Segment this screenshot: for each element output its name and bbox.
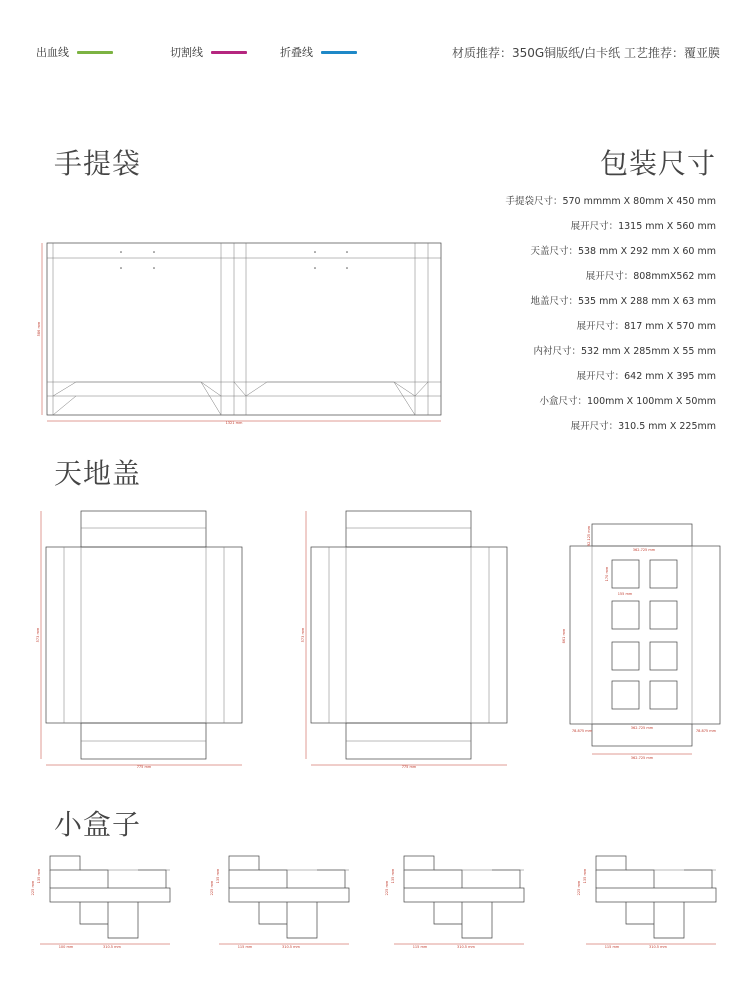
box4-height-label: 225 mm — [577, 880, 581, 896]
bleed-line-swatch — [77, 51, 113, 54]
box3-right-label: 310.5 mm — [457, 945, 475, 949]
small-box-title: 小盒子 — [54, 808, 142, 841]
box2-height2-label: 135 mm — [216, 868, 220, 884]
legend-cut-label: 切割线 — [170, 46, 203, 59]
dim-lid-size: 天盖尺寸：538 mm X 292 mm X 60 mm — [530, 246, 716, 257]
box2-right-label: 310.5 mm — [282, 945, 300, 949]
box2-height-label: 225 mm — [210, 880, 214, 896]
liner-top-label: 92.125 mm — [587, 525, 591, 547]
lid-height-label: 573 mm — [36, 627, 40, 643]
small-box-3 — [380, 850, 530, 950]
liner-bottom-label: 362.725 mm — [630, 756, 654, 760]
handbag-dieline — [34, 238, 444, 428]
liner-inner-width-label: 362.725 mm — [632, 548, 656, 552]
lid-base-title: 天地盖 — [54, 457, 142, 490]
legend-bleed — [36, 44, 113, 60]
box1-left-label: 100 mm — [58, 945, 74, 949]
dim-bag-size: 手提袋尺寸：570 mmmm X 80mm X 450 mm — [505, 196, 716, 207]
fold-line-swatch — [321, 51, 357, 54]
dim-bag-unfolded: 展开尺寸：1315 mm X 560 mm — [570, 221, 716, 232]
dim-lid-unfolded: 展开尺寸：808mmX562 mm — [585, 271, 716, 282]
handbag-title: 手提袋 — [54, 147, 142, 180]
dim-base-size: 地盖尺寸：535 mm X 288 mm X 63 mm — [530, 296, 716, 307]
lid-width-label: 775 mm — [136, 765, 152, 769]
legend-bleed-label: 出血线 — [36, 46, 69, 59]
box4-left-label: 115 mm — [604, 945, 620, 949]
bag-height-label: 586 mm — [37, 321, 41, 337]
box4-height2-label: 135 mm — [583, 868, 587, 884]
liner-side-left-label: 78.875 mm — [571, 729, 593, 733]
lid-dieline — [36, 505, 246, 775]
box3-height2-label: 135 mm — [391, 868, 395, 884]
base-dieline — [300, 505, 510, 775]
base-width-label: 775 mm — [401, 765, 417, 769]
dim-box-unfolded: 展开尺寸：310.5 mm X 225mm — [570, 421, 716, 432]
box1-right-label: 310.5 mm — [103, 945, 121, 949]
bag-width-label: 1321 mm — [225, 421, 243, 425]
material-process-note: 材质推荐：350G铜版纸/白卡纸 工艺推荐：覆亚膜 — [451, 46, 720, 60]
dim-box-size: 小盒尺寸：100mm X 100mm X 50mm — [539, 396, 716, 407]
dim-liner-unfolded: 展开尺寸：642 mm X 395 mm — [576, 371, 716, 382]
box2-left-label: 115 mm — [237, 945, 253, 949]
bag-outline — [47, 243, 441, 415]
legend-fold — [280, 44, 357, 60]
package-size-title: 包装尺寸 — [599, 147, 716, 180]
liner-cell-width-label: 155 mm — [617, 592, 633, 596]
liner-side-right-label: 78.875 mm — [695, 729, 717, 733]
base-height-label: 573 mm — [301, 627, 305, 643]
cut-line-swatch — [211, 51, 247, 54]
legend-fold-label: 折叠线 — [280, 46, 313, 59]
box1-height2-label: 135 mm — [37, 868, 41, 884]
box3-left-label: 115 mm — [412, 945, 428, 949]
small-box-2 — [205, 850, 355, 950]
liner-cell-height-label: 170 mm — [605, 566, 609, 582]
liner-bottom-inner-label: 362.725 mm — [630, 726, 654, 730]
box1-height-label: 225 mm — [31, 880, 35, 896]
dim-base-unfolded: 展开尺寸：817 mm X 570 mm — [576, 321, 716, 332]
dim-liner-size: 内衬尺寸：532 mm X 285mm X 55 mm — [533, 346, 716, 357]
small-box-1 — [26, 850, 176, 950]
box3-height-label: 225 mm — [385, 880, 389, 896]
dimension-list — [505, 196, 716, 446]
small-box-4 — [572, 850, 722, 950]
liner-height-label: 861 mm — [562, 628, 566, 644]
box4-right-label: 310.5 mm — [649, 945, 667, 949]
legend-cut — [170, 44, 247, 60]
liner-dieline — [560, 518, 725, 768]
